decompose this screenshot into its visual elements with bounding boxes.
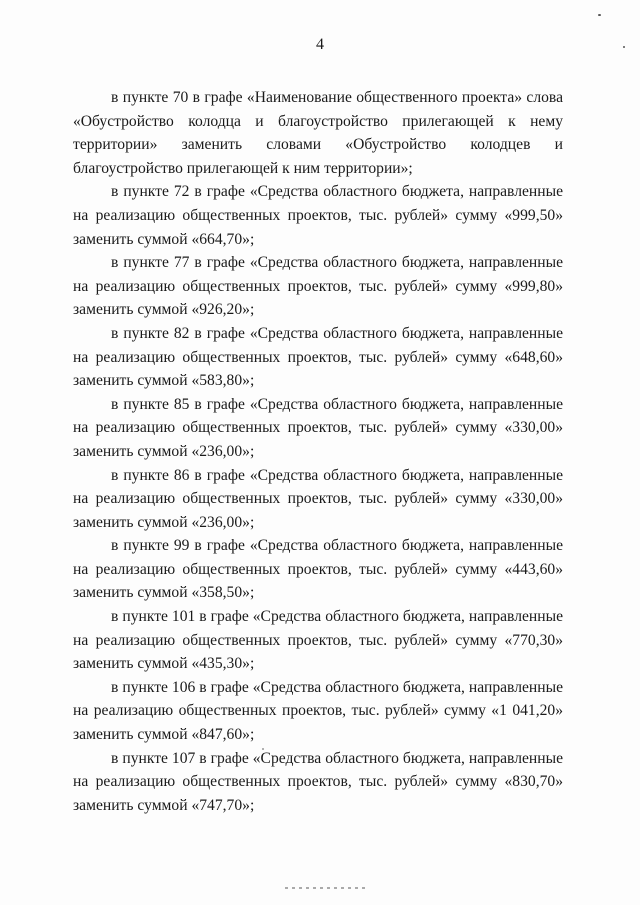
scan-speck bbox=[623, 46, 625, 48]
scan-footer-artifact bbox=[285, 884, 395, 890]
scan-speck bbox=[262, 748, 264, 750]
amendment-item-101: в пункте 101 в графе «Средства областного бюджета, направленные на реализацию общественных проектов, тыс. рублей» сумму «770,30» заменить суммой «435,30»; bbox=[73, 608, 563, 673]
amendment-item-107: в пункте 107 в графе «Средства областного бюджета, направленные на реализацию общественных проектов, тыс. рублей» сумму «830,70» заменить суммой «747,70»; bbox=[73, 749, 563, 814]
document-body bbox=[73, 86, 563, 817]
amendment-item-99: в пункте 99 в графе «Средства областного бюджета, направленные на реализацию общественных проектов, тыс. рублей» сумму «443,60» заменить суммой «358,50»; bbox=[73, 537, 563, 602]
scan-speck bbox=[598, 14, 601, 16]
amendment-item-77: в пункте 77 в графе «Средства областного бюджета, направленные на реализацию общественных проектов, тыс. рублей» сумму «999,80» заменить суммой «926,20»; bbox=[73, 254, 563, 319]
amendment-item-72: в пункте 72 в графе «Средства областного бюджета, направленные на реализацию общественных проектов, тыс. рублей» сумму «999,50» заменить суммой «664,70»; bbox=[73, 183, 563, 248]
amendment-item-82: в пункте 82 в графе «Средства областного бюджета, направленные на реализацию общественных проектов, тыс. рублей» сумму «648,60» заменить суммой «583,80»; bbox=[73, 324, 563, 390]
amendment-item-106: в пункте 106 в графе «Средства областного бюджета, направленные на реализацию общественных проектов, тыс. рублей» сумму «1 041,20» заменить суммой «847,60»; bbox=[73, 678, 563, 744]
amendment-item-70: в пункте 70 в графе «Наименование общественного проекта» слова «Обустройство колодца и благоустройство прилегающей к нему территории» заменить словами «Обустройство колодцев и благоустройство прилегающей к ним территории»; bbox=[73, 89, 563, 177]
page-number: 4 bbox=[316, 36, 324, 53]
amendment-item-86: в пункте 86 в графе «Средства областного бюджета, направленные на реализацию общественных проектов, тыс. рублей» сумму «330,00» заменить суммой «236,00»; bbox=[73, 466, 563, 531]
amendment-item-85: в пункте 85 в графе «Средства областного бюджета, направленные на реализацию общественных проектов, тыс. рублей» сумму «330,00» заменить суммой «236,00»; bbox=[73, 395, 563, 460]
